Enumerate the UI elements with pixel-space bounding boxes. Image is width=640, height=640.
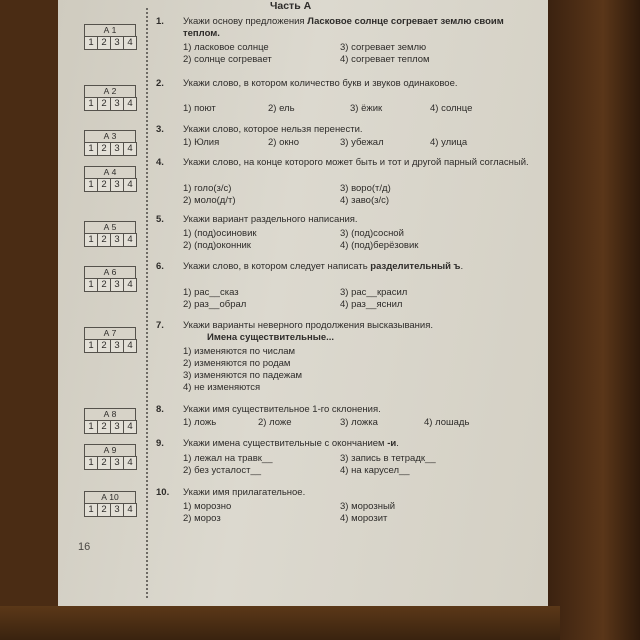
question-3-option: 3) убежал — [340, 137, 384, 148]
answer-box-a5 — [84, 221, 136, 247]
question-10-option: 1) морозно — [183, 501, 232, 512]
question-3-option: 4) улица — [430, 137, 468, 148]
answer-cell[interactable]: 4 — [123, 278, 137, 292]
answer-cell[interactable]: 1 — [84, 278, 98, 292]
part-title: Часть А — [270, 0, 312, 12]
answer-box-label: А 3 — [84, 130, 136, 142]
answer-cell[interactable]: 1 — [84, 233, 98, 247]
question-6-option: 4) раз__яснил — [340, 299, 403, 310]
answer-cell[interactable]: 4 — [123, 97, 137, 111]
question-5-option: 2) (под)оконник — [183, 240, 251, 251]
answer-box-label: А 10 — [84, 491, 136, 503]
question-10-number: 10. — [156, 487, 170, 498]
question-7-option: 2) изменяются по родам — [183, 358, 291, 369]
answer-cell[interactable]: 2 — [97, 278, 111, 292]
question-4-number: 4. — [156, 157, 164, 168]
question-1-option: 1) ласковое солнце — [183, 42, 269, 53]
answer-cell[interactable]: 2 — [97, 503, 111, 517]
question-3-option: 2) окно — [268, 137, 300, 148]
answer-cell[interactable]: 2 — [97, 456, 111, 470]
answer-cell[interactable]: 4 — [123, 36, 137, 50]
question-8-number: 8. — [156, 404, 164, 415]
question-4-option: 1) голо(з/с) — [183, 183, 232, 194]
question-7-option: 1) изменяются по числам — [183, 346, 296, 357]
question-9-option: 1) лежал на травк__ — [183, 453, 273, 464]
question-8-option: 1) ложь — [183, 417, 217, 428]
question-6-number: 6. — [156, 261, 164, 272]
question-10-option: 2) мороз — [183, 513, 221, 524]
answer-cell[interactable]: 4 — [123, 420, 137, 434]
answer-cell[interactable]: 3 — [110, 233, 124, 247]
answer-cell[interactable]: 4 — [123, 456, 137, 470]
question-7-option: 3) изменяются по падежам — [183, 370, 303, 381]
answer-cell[interactable]: 3 — [110, 178, 124, 192]
answer-cell[interactable]: 3 — [110, 339, 124, 353]
question-7-option: 4) не изменяются — [183, 382, 261, 393]
question-3-number: 3. — [156, 124, 164, 135]
question-9-text: Укажи имена существительные с окончанием -и. — [183, 438, 399, 449]
question-2-number: 2. — [156, 78, 164, 89]
answer-cell[interactable]: 4 — [123, 339, 137, 353]
question-8-option: 4) лошадь — [424, 417, 470, 428]
question-3-text: Укажи слово, которое нельзя перенести. — [183, 124, 363, 135]
answer-box-label: А 4 — [84, 166, 136, 178]
question-2-option: 1) поют — [183, 103, 216, 114]
question-8-text: Укажи имя существительное 1-го склонения. — [183, 404, 381, 415]
answer-cell[interactable]: 1 — [84, 503, 98, 517]
answer-cell[interactable]: 1 — [84, 456, 98, 470]
answer-box-label: А 6 — [84, 266, 136, 278]
answer-cell[interactable]: 3 — [110, 503, 124, 517]
question-7-number: 7. — [156, 320, 164, 331]
question-9-option: 4) на карусел__ — [340, 465, 410, 476]
answer-cell[interactable]: 4 — [123, 178, 137, 192]
answer-cell[interactable]: 1 — [84, 36, 98, 50]
answer-cell[interactable]: 1 — [84, 178, 98, 192]
answer-box-a8 — [84, 408, 136, 434]
answer-box-label: А 8 — [84, 408, 136, 420]
answer-cell[interactable]: 2 — [97, 420, 111, 434]
question-9-option: 3) запись в тетрадк__ — [340, 453, 436, 464]
answer-cell[interactable]: 4 — [123, 233, 137, 247]
question-6-option: 2) раз__обрал — [183, 299, 247, 310]
question-4-option: 4) заво(з/с) — [340, 195, 390, 206]
worksheet-page — [58, 0, 548, 606]
answer-cell[interactable]: 1 — [84, 97, 98, 111]
question-10-option: 3) морозный — [340, 501, 396, 512]
question-5-option: 1) (под)осиновик — [183, 228, 257, 239]
answer-cell[interactable]: 1 — [84, 339, 98, 353]
question-3-option: 1) Юлия — [183, 137, 220, 148]
answer-cell[interactable]: 3 — [110, 420, 124, 434]
question-1-option: 4) согревает теплом — [340, 54, 430, 65]
question-1-text: Укажи основу предложения Ласковое солнце согревает землю своим теплом. — [183, 16, 504, 39]
answer-cell[interactable]: 4 — [123, 503, 137, 517]
answer-box-label: А 7 — [84, 327, 136, 339]
question-9-option: 2) без усталост__ — [183, 465, 262, 476]
answer-cell[interactable]: 3 — [110, 36, 124, 50]
question-6-option: 3) рас__красил — [340, 287, 408, 298]
question-5-number: 5. — [156, 214, 164, 225]
answer-box-a3 — [84, 130, 136, 156]
background-bottom — [0, 606, 560, 640]
answer-cell[interactable]: 3 — [110, 278, 124, 292]
answer-cell[interactable]: 2 — [97, 178, 111, 192]
answer-box-label: А 5 — [84, 221, 136, 233]
question-8-option: 2) ложе — [258, 417, 292, 428]
answer-cell[interactable]: 2 — [97, 142, 111, 156]
question-4-option: 2) моло(д/т) — [183, 195, 236, 206]
background-right — [548, 0, 640, 640]
question-5-option: 3) (под)сосной — [340, 228, 404, 239]
question-6-text: Укажи слово, в котором следует написать разделительный ъ. — [183, 261, 464, 272]
question-6-option: 1) рас__сказ — [183, 287, 239, 298]
question-1-option: 2) солнце согревает — [183, 54, 272, 65]
question-9-number: 9. — [156, 438, 164, 449]
question-7-text: Укажи варианты неверного продолжения высказывания. Имена существительные... — [183, 320, 434, 343]
answer-cell[interactable]: 1 — [84, 142, 98, 156]
answer-box-a1 — [84, 24, 136, 50]
answer-box-label: А 2 — [84, 85, 136, 97]
question-4-text: Укажи слово, на конце которого может быть и тот и другой парный согласный. — [183, 157, 529, 168]
page-number: 16 — [78, 541, 91, 553]
question-10-option: 4) морозит — [340, 513, 388, 524]
answer-cell[interactable]: 3 — [110, 97, 124, 111]
answer-box-label: А 9 — [84, 444, 136, 456]
answer-box-a10 — [84, 491, 136, 517]
answer-box-a2 — [84, 85, 136, 111]
answer-box-a7 — [84, 327, 136, 353]
answer-cell[interactable]: 1 — [84, 420, 98, 434]
question-5-option: 4) (под)берёзовик — [340, 240, 419, 251]
answer-cell[interactable]: 3 — [110, 456, 124, 470]
answer-cell[interactable]: 2 — [97, 233, 111, 247]
question-2-option: 3) ёжик — [350, 103, 383, 114]
question-1-number: 1. — [156, 16, 164, 27]
question-4-option: 3) воро(т/д) — [340, 183, 391, 194]
question-10-text: Укажи имя прилагательное. — [183, 487, 306, 498]
question-2-option: 2) ель — [268, 103, 295, 114]
answer-cell[interactable]: 2 — [97, 339, 111, 353]
dotted-divider — [146, 8, 148, 598]
answer-cell[interactable]: 2 — [97, 36, 111, 50]
answer-box-label: А 1 — [84, 24, 136, 36]
answer-box-a9 — [84, 444, 136, 470]
answer-cell[interactable]: 4 — [123, 142, 137, 156]
answer-cell[interactable]: 3 — [110, 142, 124, 156]
question-2-text: Укажи слово, в котором количество букв и звуков одинаковое. — [183, 78, 458, 89]
question-1-option: 3) согревает землю — [340, 42, 427, 53]
answer-cell[interactable]: 2 — [97, 97, 111, 111]
answer-box-a4 — [84, 166, 136, 192]
question-5-text: Укажи вариант раздельного написания. — [183, 214, 358, 225]
question-8-option: 3) ложка — [340, 417, 378, 428]
answer-box-a6 — [84, 266, 136, 292]
question-2-option: 4) солнце — [430, 103, 473, 114]
